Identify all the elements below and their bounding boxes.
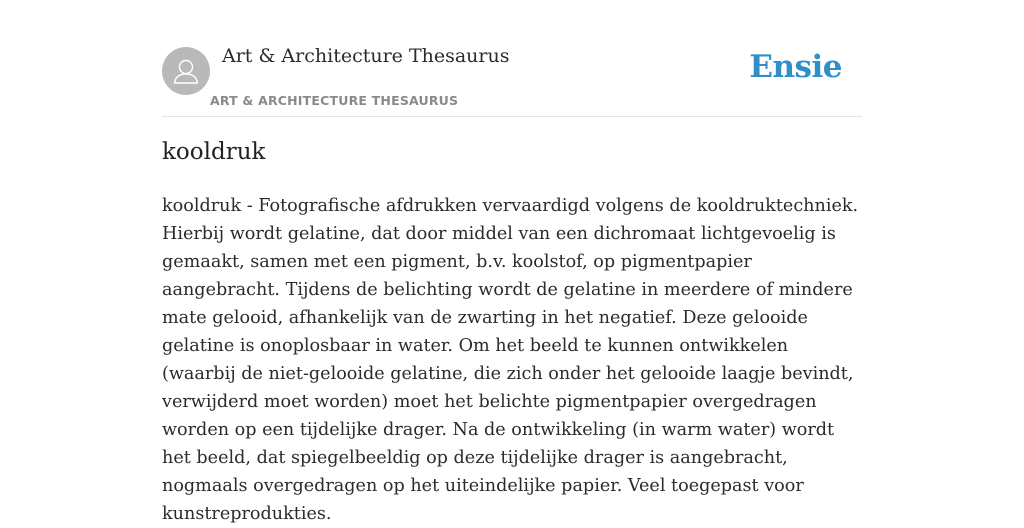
source-subtitle: ART & ARCHITECTURE THESAURUS [210, 93, 459, 108]
definition-text: kooldruk - Fotografische afdrukken vervaardigd volgens de kooldruktechniek. Hierbij wordt gelatine, dat door middel van een dichromaat lichtgevoelig is gemaakt, samen met een pigment, b.v. koolstof, op pigmentpapier aangebracht. Tijdens de belichting wordt de gelatine in meerdere of mindere mate gelooid, afhankelijk van de zwarting in het negatief. Deze gelooide gelatine is onoplosbaar in water. Om het beeld te kunnen ontwikkelen (waarbij de niet-gelooide gelatine, die zich onder het gelooide laagje bevindt, verwijderd moet worden) moet het belichte pigmentpapier overgedragen worden op een tijdelijke drager. Na de ontwikkeling (in warm water) wordt het beeld, dat spiegelbeeldig op deze tijdelijke drager is aangebracht, nogmaals overgedragen op het uiteindelijke papier. Veel toegepast voor kunstreprodukties. [162, 196, 859, 524]
page-title: kooldruk [162, 139, 266, 165]
avatar[interactable] [162, 47, 210, 95]
header [162, 0, 862, 117]
source-title[interactable]: Art & Architecture Thesaurus [222, 45, 510, 67]
user-silhouette-icon [162, 47, 210, 95]
brand-logo[interactable]: Ensie [749, 49, 842, 85]
